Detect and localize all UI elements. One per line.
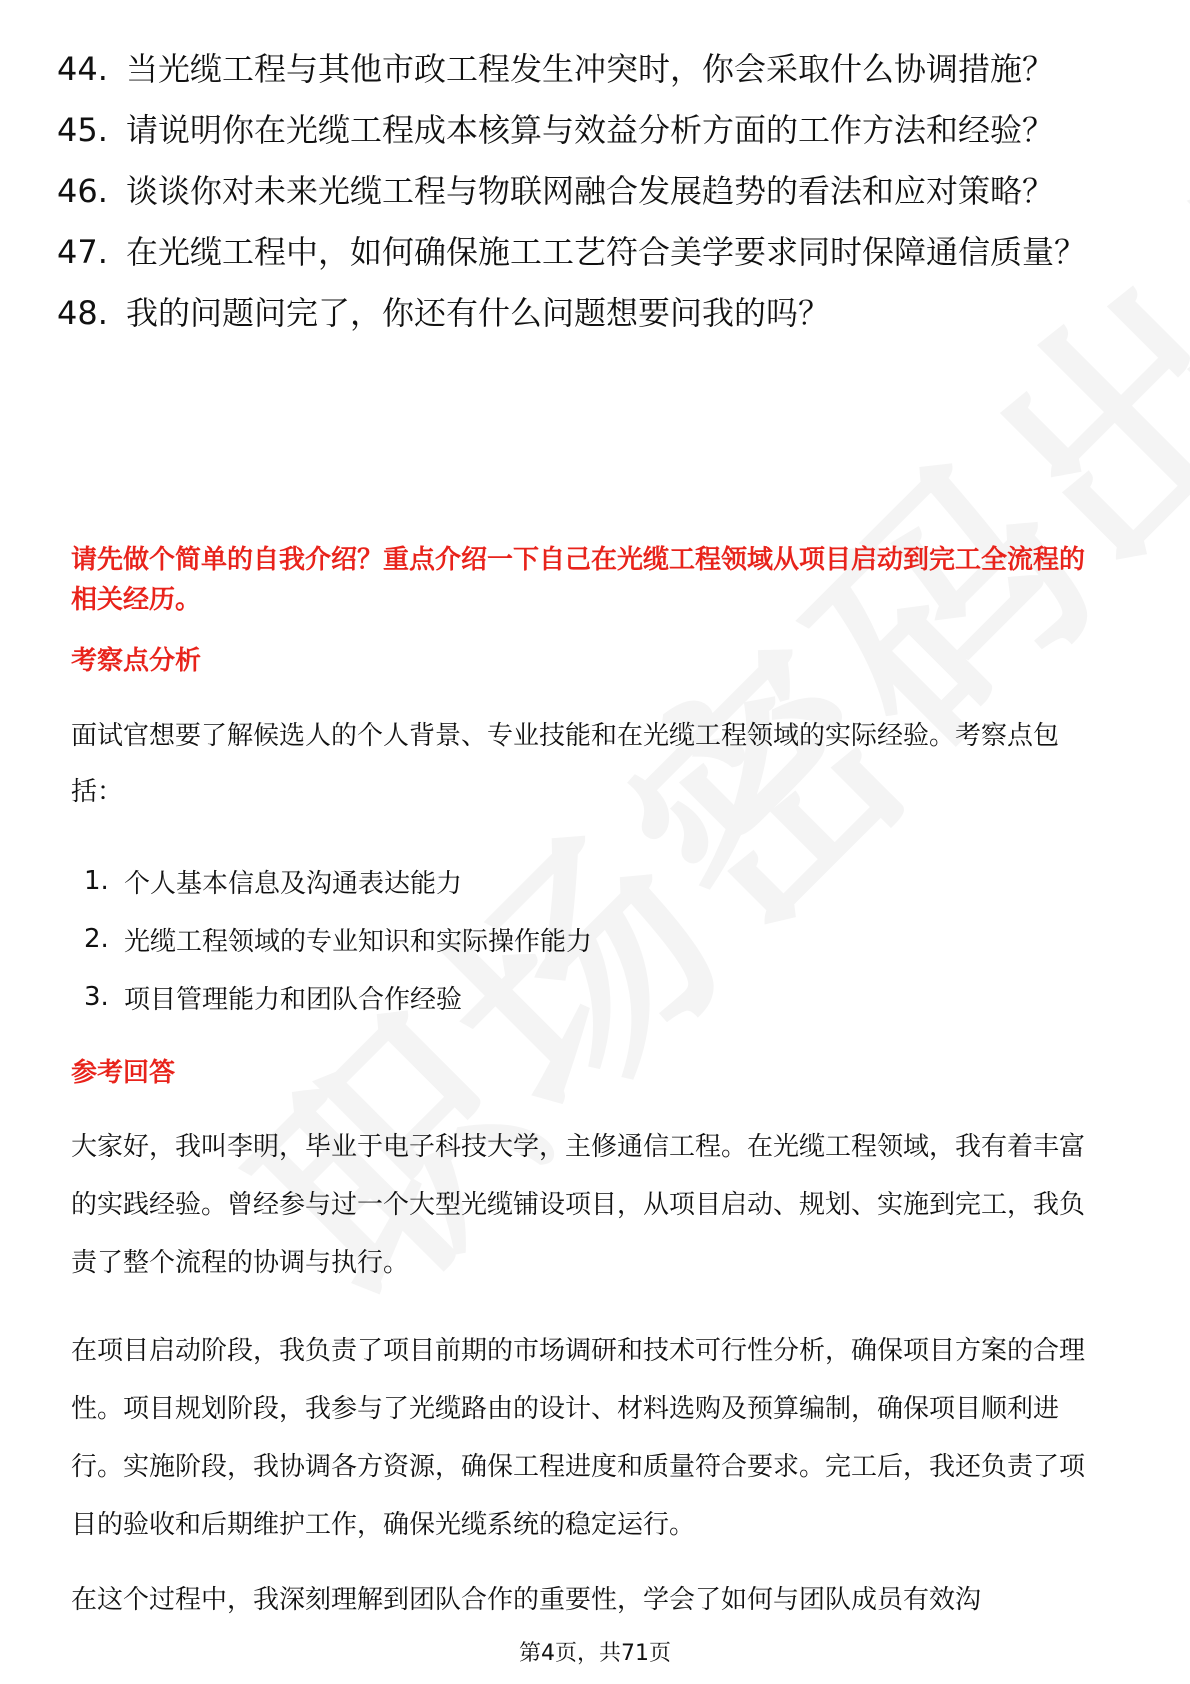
question-number: 44. bbox=[57, 50, 108, 88]
page-number: 第4页，共71页 bbox=[519, 1641, 671, 1666]
question-item bbox=[57, 170, 1097, 212]
analysis-paragraph: 面试官想要了解候选人的个人背景、专业技能和在光缆工程领域的实际经验。考察点包括： bbox=[71, 721, 1060, 807]
question-text: 请说明你在光缆工程成本核算与效益分析方面的工作方法和经验？ bbox=[126, 111, 1055, 149]
question-list bbox=[57, 48, 1097, 353]
list-item bbox=[84, 968, 984, 1026]
question-number: 48. bbox=[57, 294, 108, 332]
question-item bbox=[57, 48, 1097, 90]
list-item-text: 光缆工程领域的专业知识和实际操作能力 bbox=[124, 926, 593, 957]
question-text: 当光缆工程与其他市政工程发生冲突时，你会采取什么协调措施？ bbox=[126, 50, 1055, 88]
analysis-heading: 考察点分析 bbox=[71, 646, 202, 676]
list-item-text: 项目管理能力和团队合作经验 bbox=[124, 984, 463, 1015]
list-item-text: 个人基本信息及沟通表达能力 bbox=[124, 868, 463, 899]
question-text: 我的问题问完了，你还有什么问题想要问我的吗？ bbox=[126, 294, 831, 332]
question-number: 45. bbox=[57, 111, 108, 149]
list-item bbox=[84, 852, 984, 910]
question-item bbox=[57, 231, 1097, 273]
question-number: 47. bbox=[57, 233, 108, 271]
question-item bbox=[57, 109, 1097, 151]
list-item-number: 3. bbox=[84, 982, 109, 1012]
assessment-points-list bbox=[84, 852, 984, 1026]
interview-question-heading: 请先做个简单的自我介绍？重点介绍一下自己在光缆工程领域从项目启动到完工全流程的相关经历。 bbox=[71, 545, 1086, 615]
answer-paragraph-3: 在这个过程中，我深刻理解到团队合作的重要性，学会了如何与团队成员有效沟 bbox=[71, 1585, 982, 1615]
question-number: 46. bbox=[57, 172, 108, 210]
answer-heading: 参考回答 bbox=[71, 1058, 176, 1088]
answer-paragraph-1: 大家好，我叫李明，毕业于电子科技大学，主修通信工程。在光缆工程领域，我有着丰富的实践经验。曾经参与过一个大型光缆铺设项目，从项目启动、规划、实施到完工，我负责了整个流程的协调与执行。 bbox=[71, 1132, 1086, 1278]
answer-paragraph-2: 在项目启动阶段，我负责了项目前期的市场调研和技术可行性分析，确保项目方案的合理性。项目规划阶段，我参与了光缆路由的设计、材料选购及预算编制，确保项目顺利进行。实施阶段，我协调各方资源，确保工程进度和质量符合要求。完工后，我还负责了项目的验收和后期维护工作，确保光缆系统的稳定运行。 bbox=[71, 1336, 1086, 1540]
list-item bbox=[84, 910, 984, 968]
question-text: 在光缆工程中，如何确保施工工艺符合美学要求同时保障通信质量？ bbox=[126, 233, 1087, 271]
question-text: 谈谈你对未来光缆工程与物联网融合发展趋势的看法和应对策略？ bbox=[126, 172, 1055, 210]
list-item-number: 1. bbox=[84, 866, 109, 896]
question-item bbox=[57, 292, 1097, 334]
list-item-number: 2. bbox=[84, 924, 109, 954]
